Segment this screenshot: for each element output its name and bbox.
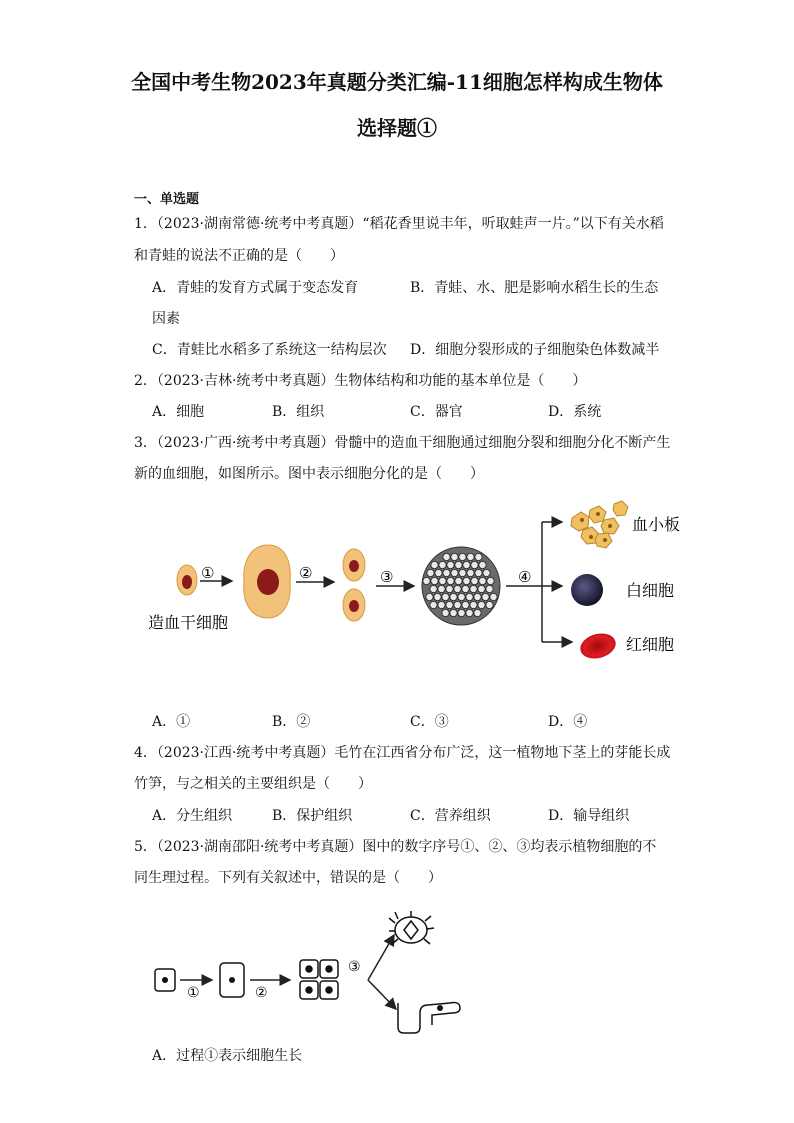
small-cell-nucleus: [162, 977, 168, 983]
cluster-cell: [447, 577, 454, 584]
cluster-cell: [486, 601, 493, 608]
cluster-cell: [431, 577, 438, 584]
q1-stem-line1: 1．（2023·湖南常德·统考中考真题）“稻花香里说丰年，听取蛙声一片。”以下有关水稻: [134, 216, 664, 232]
q1-option-c: C．青蛙比水稻多了系统这一结构层次: [152, 342, 387, 358]
cluster-cell: [478, 585, 485, 592]
cluster-cell: [442, 593, 449, 600]
cluster-cell: [450, 593, 457, 600]
q2-stem: 2．（2023·吉林·统考中考真题）生物体结构和功能的基本单位是（ ）: [134, 373, 587, 389]
grown-cell-nucleus: [257, 569, 279, 595]
cluster-cell: [474, 593, 481, 600]
q5-stem-line2: 同生理过程。下列有关叙述中，错误的是（ ）: [134, 870, 442, 886]
cluster-cell: [442, 609, 449, 616]
cluster-cell: [490, 593, 497, 600]
cluster-cell: [462, 585, 469, 592]
divided-cells: [300, 960, 338, 999]
step-3-label: ③: [348, 959, 361, 975]
q1-option-d: D．细胞分裂形成的子细胞染色体数减半: [410, 342, 660, 358]
cluster-cell: [451, 553, 458, 560]
q5-option-a: A．过程①表示细胞生长: [152, 1048, 303, 1064]
section-heading: 一、单选题: [134, 192, 200, 207]
daughter-cell-top-nucleus: [349, 560, 359, 572]
cluster-cell: [434, 593, 441, 600]
cluster-cell: [474, 609, 481, 616]
cluster-cell: [443, 569, 450, 576]
platelet-cluster: [571, 501, 628, 548]
q4-option-b: B．保护组织: [272, 808, 353, 824]
q3-option-c: C．③: [410, 714, 449, 730]
cluster-cell: [446, 585, 453, 592]
q3-option-a: A．①: [152, 714, 191, 730]
cluster-cell: [435, 569, 442, 576]
cluster-cell: [459, 569, 466, 576]
cluster-cell: [451, 569, 458, 576]
red-blood-cell: [578, 630, 619, 662]
cluster-cell: [438, 585, 445, 592]
cluster-cell: [454, 585, 461, 592]
cluster-cell: [467, 553, 474, 560]
q2-option-a: A．细胞: [152, 404, 205, 420]
q4-option-a: A．分生组织: [152, 808, 233, 824]
cluster-cell: [427, 569, 434, 576]
white-blood-cell: [571, 574, 603, 606]
cluster-cell: [466, 593, 473, 600]
cluster-cell: [486, 585, 493, 592]
cluster-cell: [470, 601, 477, 608]
q2-option-d: D．系统: [548, 404, 602, 420]
cluster-cell: [450, 609, 457, 616]
q3-stem-line1: 3．（2023·广西·统考中考真题）骨髓中的造血干细胞通过细胞分裂和细胞分化不断产生: [134, 435, 671, 451]
step-1-label: ①: [187, 985, 200, 1001]
cluster-cell: [439, 561, 446, 568]
step-1-label: ①: [201, 564, 215, 582]
white-blood-cell-label: 白细胞: [626, 581, 675, 600]
q4-option-d: D．输导组织: [548, 808, 630, 824]
stem-cell-label: 造血干细胞: [148, 613, 229, 632]
q1-stem-line2: 和青蛙的说法不正确的是（ ）: [134, 248, 344, 264]
plant-cell-process-figure: [0, 905, 794, 1055]
q4-stem-line1: 4．（2023·江西·统考中考真题）毛竹在江西省分布广泛，这一植物地下茎上的芽能长成: [134, 745, 671, 761]
cluster-cell: [454, 601, 461, 608]
q2-option-b: B．组织: [272, 404, 325, 420]
cluster-cell: [459, 553, 466, 560]
step-2-label: ②: [255, 985, 268, 1001]
q1-option-b-cont: 因素: [152, 311, 180, 327]
cluster-cell: [426, 593, 433, 600]
arrow-3-up: [368, 935, 394, 980]
document-subtitle: 选择题①: [357, 116, 437, 140]
cluster-cell: [470, 585, 477, 592]
cluster-cell: [475, 553, 482, 560]
document-title: 全国中考生物2023年真题分类汇编-11细胞怎样构成生物体: [131, 70, 663, 94]
elongated-cell: [398, 1003, 460, 1033]
cluster-cell: [482, 593, 489, 600]
cell-cluster: [422, 547, 500, 625]
cluster-cell: [475, 569, 482, 576]
cluster-cell: [471, 577, 478, 584]
cluster-cell: [455, 577, 462, 584]
cluster-cell: [471, 561, 478, 568]
cluster-cell: [479, 561, 486, 568]
cluster-cell: [430, 601, 437, 608]
cluster-cell: [463, 577, 470, 584]
arrow-3-down: [368, 980, 396, 1009]
q1-option-a: A．青蛙的发育方式属于变态发育: [152, 280, 359, 296]
step-3-label: ③: [380, 568, 394, 586]
cluster-cell: [483, 569, 490, 576]
cluster-cell: [443, 553, 450, 560]
cluster-cell: [447, 561, 454, 568]
cluster-cell: [466, 609, 473, 616]
q2-option-c: C．器官: [410, 404, 463, 420]
elongated-cell-nucleus: [437, 1005, 443, 1011]
q5-stem-line1: 5．（2023·湖南邵阳·统考中考真题）图中的数字序号①、②、③均表示植物细胞的不: [134, 839, 657, 855]
q3-option-d: D．④: [548, 714, 588, 730]
cluster-cell: [463, 561, 470, 568]
q3-stem-line2: 新的血细胞，如图所示。图中表示细胞分化的是（ ）: [134, 466, 484, 482]
cluster-cell: [479, 577, 486, 584]
grown-cell-nucleus: [229, 977, 235, 983]
cluster-cell: [467, 569, 474, 576]
q4-option-c: C．营养组织: [410, 808, 491, 824]
q1-option-b: B．青蛙、水、肥是影响水稻生长的生态: [410, 280, 659, 296]
stellate-cell: [389, 911, 434, 944]
q4-stem-line2: 竹笋，与之相关的主要组织是（ ）: [134, 776, 372, 792]
cluster-cell: [458, 593, 465, 600]
cluster-cell: [438, 601, 445, 608]
cluster-cell: [439, 577, 446, 584]
step-2-label: ②: [299, 564, 313, 582]
cluster-cell: [446, 601, 453, 608]
hematopoiesis-figure: [0, 500, 794, 700]
cluster-cell: [478, 601, 485, 608]
cluster-cell: [431, 561, 438, 568]
cluster-cell: [462, 601, 469, 608]
cluster-cell: [455, 561, 462, 568]
cluster-cell: [487, 577, 494, 584]
step-4-label: ④: [518, 568, 532, 586]
cluster-cell: [458, 609, 465, 616]
daughter-cell-bottom-nucleus: [349, 600, 359, 612]
stem-cell-nucleus: [182, 575, 192, 589]
platelet-label: 血小板: [632, 515, 681, 534]
cluster-cell: [423, 577, 430, 584]
q3-option-b: B．②: [272, 714, 311, 730]
red-blood-cell-label: 红细胞: [626, 635, 675, 654]
cluster-cell: [430, 585, 437, 592]
